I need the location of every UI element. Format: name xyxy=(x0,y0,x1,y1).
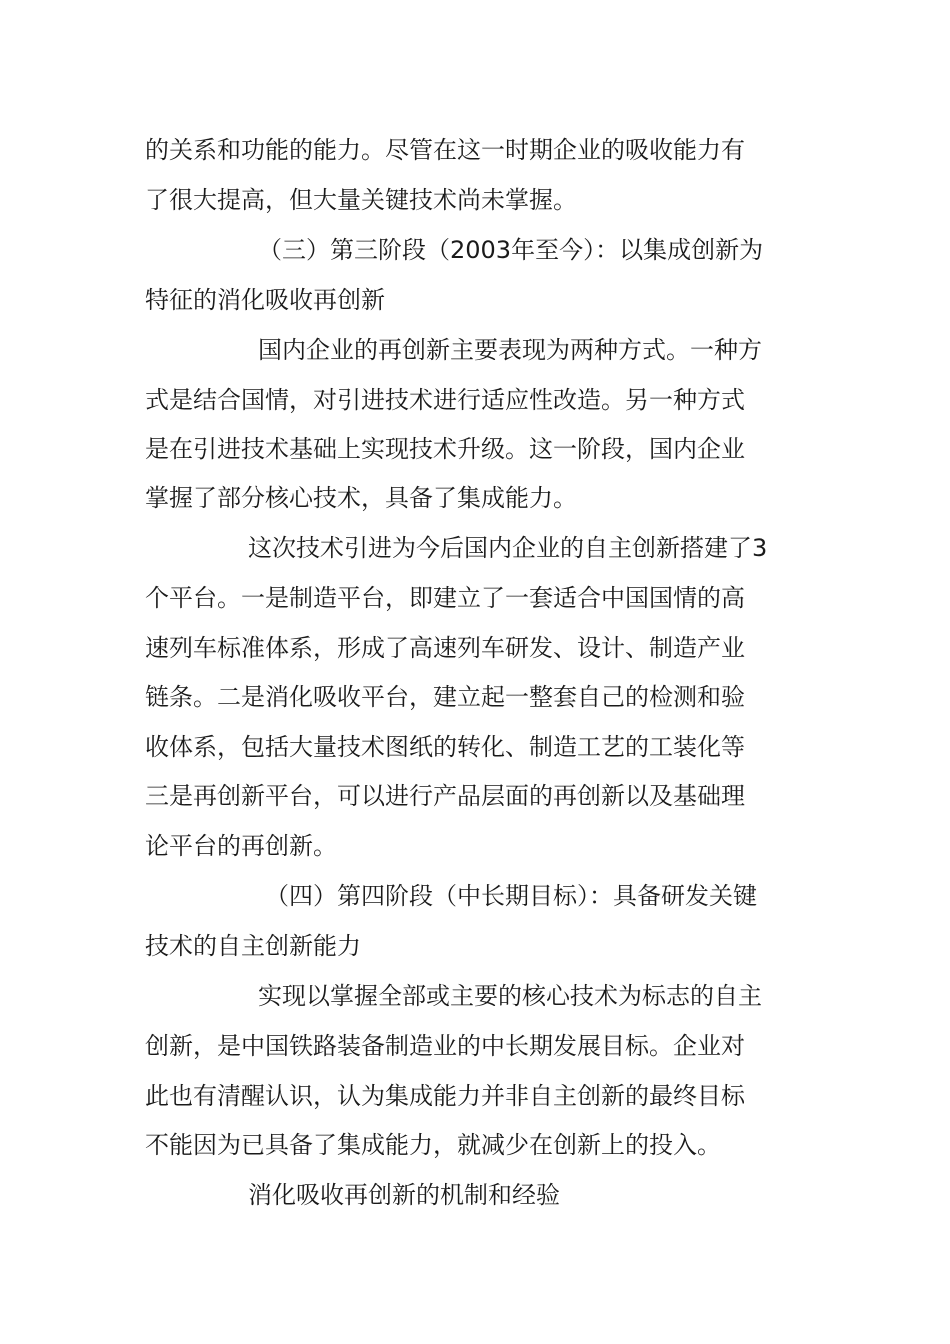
section-heading-line: 特征的消化吸收再创新 xyxy=(145,286,385,314)
text-line: 不能因为已具备了集成能力，就减少在创新上的投入。 xyxy=(145,1131,721,1159)
text-line: 三是再创新平台，可以进行产品层面的再创新以及基础理 xyxy=(145,782,745,810)
text-line: 此也有清醒认识，认为集成能力并非自主创新的最终目标 xyxy=(145,1082,745,1110)
text-line: 链条。二是消化吸收平台，建立起一整套自己的检测和验 xyxy=(145,683,745,711)
section-heading-line: 技术的自主创新能力 xyxy=(145,932,361,960)
text-line: 掌握了部分核心技术，具备了集成能力。 xyxy=(145,484,577,512)
section-heading-line: （四）第四阶段（中长期目标）：具备研发关键 xyxy=(265,882,757,910)
text-line: 国内企业的再创新主要表现为两种方式。一种方 xyxy=(258,336,762,364)
text-line: 这次技术引进为今后国内企业的自主创新搭建了3 xyxy=(248,534,768,562)
text-line: 了很大提高，但大量关键技术尚未掌握。 xyxy=(145,186,577,214)
text-line: 式是结合国情，对引进技术进行适应性改造。另一种方式 xyxy=(145,386,745,414)
text-line: 个平台。一是制造平台，即建立了一套适合中国国情的高 xyxy=(145,584,745,612)
text-line: 速列车标准体系，形成了高速列车研发、设计、制造产业 xyxy=(145,634,745,662)
text-line: 创新，是中国铁路装备制造业的中长期发展目标。企业对 xyxy=(145,1032,745,1060)
text-line: 论平台的再创新。 xyxy=(145,832,337,860)
section-heading-line: （三）第三阶段（2003年至今）：以集成创新为 xyxy=(258,236,764,264)
subheading-line: 消化吸收再创新的机制和经验 xyxy=(248,1181,560,1209)
text-line: 收体系，包括大量技术图纸的转化、制造工艺的工装化等 xyxy=(145,733,745,761)
text-line: 是在引进技术基础上实现技术升级。这一阶段，国内企业 xyxy=(145,435,745,463)
text-line: 的关系和功能的能力。尽管在这一时期企业的吸收能力有 xyxy=(145,136,745,164)
text-line: 实现以掌握全部或主要的核心技术为标志的自主 xyxy=(258,982,762,1010)
